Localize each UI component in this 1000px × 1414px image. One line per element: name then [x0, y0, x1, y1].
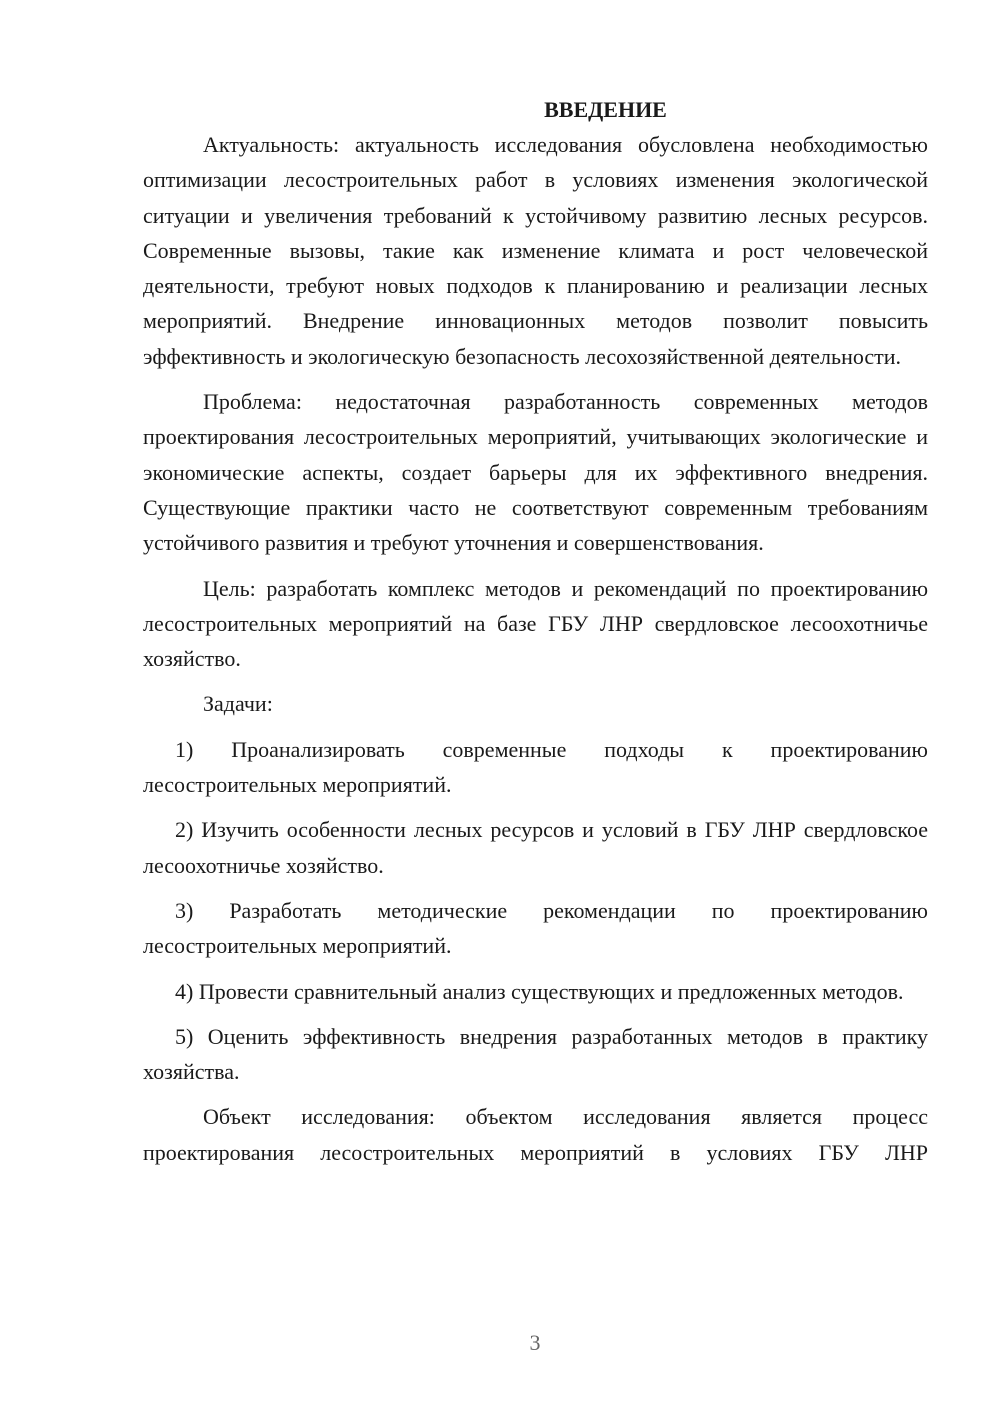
- task-item-2: 2) Изучить особенности лесных ресурсов и условий в ГБУ ЛНР свердловское лесоохотничье хозяйство.: [143, 817, 928, 878]
- task-item-3: 3) Разработать методические рекомендации по проектированию лесостроительных мероприятий.: [143, 897, 928, 959]
- paragraph-object: Объект исследования: объектом исследования является процесс проектирования лесостроительных мероприятий в условиях ГБУ ЛНР: [143, 1104, 928, 1165]
- section-title: ВВЕДЕНИЕ: [544, 97, 667, 122]
- page-number: 3: [529, 1330, 541, 1355]
- task-item-1: 1) Проанализировать современные подходы к проектированию лесостроительных мероприятий.: [143, 736, 928, 798]
- task-item-5: 5) Оценить эффективность внедрения разработанных методов в практику хозяйства.: [143, 1023, 928, 1085]
- document-page: [143, 92, 928, 1170]
- task-item-4: 4) Провести сравнительный анализ существующих и предложенных методов.: [175, 978, 904, 1004]
- paragraph-problem: Проблема: недостаточная разработанность современных методов проектирования лесостроительных мероприятий, учитывающих экологические и экономические аспекты, создает барьеры для их эффективного внедрения. Существующие практики часто не соответствуют современным требованиям устойчивого развития и требуют уточнения и совершенствования.: [143, 389, 928, 556]
- paragraph-relevance: Актуальность: актуальность исследования обусловлена необходимостью оптимизации лесостроительных работ в условиях изменения экологической ситуации и увеличения требований к устойчивому развитию лесных ресурсов. Современные вызовы, такие как изменение климата и рост человеческой деятельности, требуют новых подходов к планированию и реализации лесных мероприятий. Внедрение инновационных методов позволит повысить эффективность и экологическую безопасность лесохозяйственной деятельности.: [143, 132, 928, 369]
- paragraph-tasks-heading: Задачи:: [203, 691, 273, 717]
- paragraph-goal: Цель: разработать комплекс методов и рекомендаций по проектированию лесостроительных мероприятий на базе ГБУ ЛНР свердловское лесоохотничье хозяйство.: [143, 575, 928, 672]
